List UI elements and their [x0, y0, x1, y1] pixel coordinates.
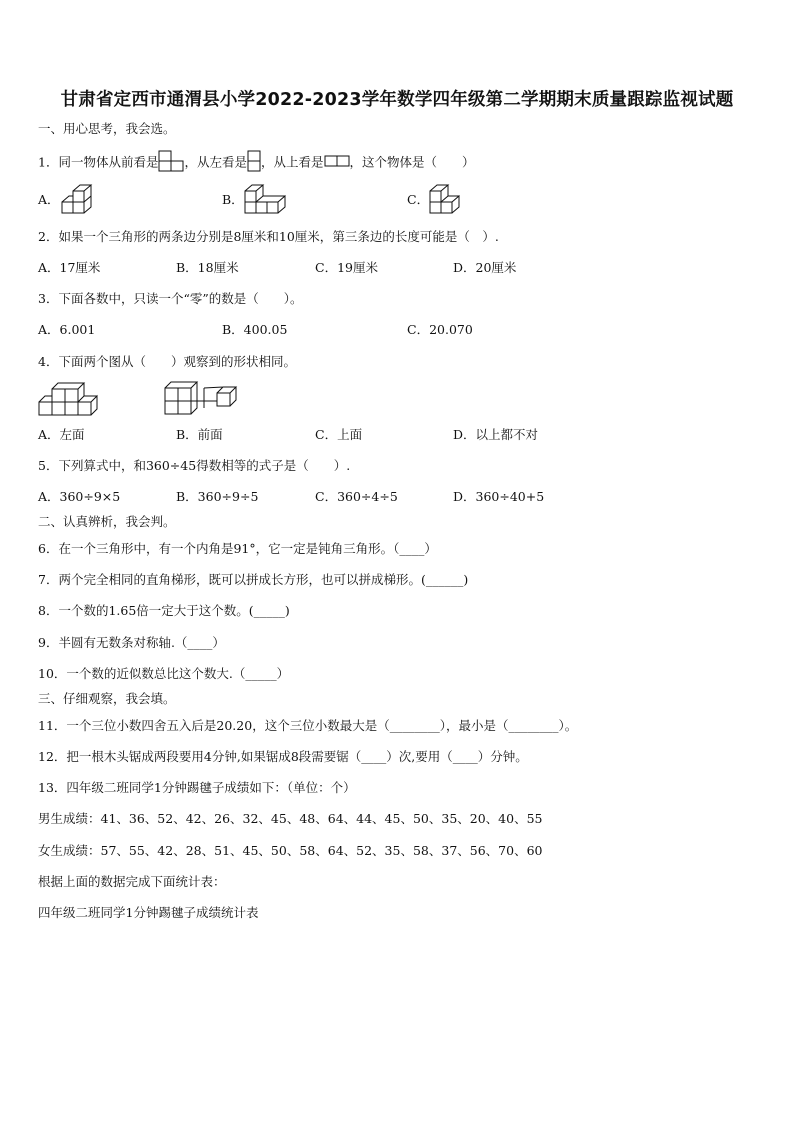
q1-option-c-label: C．: [407, 192, 430, 207]
q4-option-a[interactable]: A．左面: [38, 427, 85, 442]
question-2: 2．如果一个三角形的两条边分别是8厘米和10厘米，第三条边的长度可能是（ ）.: [38, 229, 499, 244]
question-6: 6．在一个三角形中，有一个内角是91°，它一定是钝角三角形。（____）: [38, 541, 437, 556]
q4-option-d[interactable]: D．以上都不对: [453, 427, 539, 442]
front-view-figure: [158, 150, 184, 176]
q1-option-b-figure[interactable]: [243, 183, 291, 217]
q5-option-d[interactable]: D．360÷40+5: [453, 489, 545, 504]
q3-option-b[interactable]: B．400.05: [222, 322, 288, 337]
girls-scores: 女生成绩：57、55、42、28、51、45、50、58、64、52、35、58、37、56、70、60: [38, 843, 543, 858]
q4-option-c[interactable]: C．上面: [315, 427, 363, 442]
section-3-heading: 三、仔细观察，我会填。: [38, 691, 176, 706]
question-12: 12．把一根木头锯成两段要用4分钟,如果锯成8段需要锯（____）次,要用（____）分钟。: [38, 749, 528, 764]
q5-option-c[interactable]: C．360÷4÷5: [315, 489, 398, 504]
table-title: 四年级二班同学1分钟踢毽子成绩统计表: [38, 905, 259, 920]
question-1-part-a: 1．同一物体从前看是: [38, 154, 159, 170]
q4-option-b[interactable]: B．前面: [176, 427, 223, 442]
question-4: 4．下面两个图从（ ）观察到的形状相同。: [38, 354, 296, 369]
q2-option-c[interactable]: C．19厘米: [315, 260, 378, 275]
question-10: 10．一个数的近似数总比这个数大.（_____）: [38, 666, 290, 681]
q1-option-a-label: A．: [38, 192, 60, 207]
q4-figure-left: [37, 380, 107, 418]
question-7: 7．两个完全相同的直角梯形，既可以拼成长方形，也可以拼成梯形。(______): [38, 572, 469, 587]
left-view-figure: [247, 150, 261, 176]
question-1-part-b: ，从左看是: [184, 154, 247, 170]
question-1-part-c: ，从上看是: [260, 154, 324, 170]
section-1-heading: 一、用心思考，我会选。: [38, 121, 176, 136]
q1-option-a-figure[interactable]: [60, 183, 100, 217]
q5-option-b[interactable]: B．360÷9÷5: [176, 489, 259, 504]
q4-figure-right: [163, 380, 243, 418]
question-9: 9．半圆有无数条对称轴.（____）: [38, 635, 225, 650]
q3-option-c[interactable]: C．20.070: [407, 322, 473, 337]
question-5: 5．下列算式中，和360÷45得数相等的式子是（ ）.: [38, 458, 351, 473]
table-instruction: 根据上面的数据完成下面统计表：: [38, 874, 226, 889]
q2-option-a[interactable]: A．17厘米: [38, 260, 101, 275]
question-11: 11．一个三位小数四舍五入后是20.20，这个三位小数最大是（________），最小是（________）。: [38, 718, 578, 733]
question-1: [38, 150, 475, 176]
question-1-part-d: ，这个物体是（ ）: [349, 154, 475, 170]
q1-option-b-label: B．: [222, 192, 244, 207]
boys-scores: 男生成绩：41、36、52、42、26、32、45、48、64、44、45、50、35、20、40、55: [38, 811, 543, 826]
q2-option-d[interactable]: D．20厘米: [453, 260, 517, 275]
question-3: 3．下面各数中，只读一个“零”的数是（ ）。: [38, 291, 303, 306]
q3-option-a[interactable]: A．6.001: [38, 322, 96, 337]
question-8: 8．一个数的1.65倍一定大于这个数。(_____): [38, 603, 290, 618]
q2-option-b[interactable]: B．18厘米: [176, 260, 239, 275]
top-view-figure: [324, 155, 350, 171]
q1-option-c-figure[interactable]: [428, 183, 468, 217]
section-2-heading: 二、认真辨析，我会判。: [38, 514, 176, 529]
page-title: 甘肃省定西市通渭县小学2022-2023学年数学四年级第二学期期末质量跟踪监视试题: [60, 90, 734, 110]
q5-option-a[interactable]: A．360÷9×5: [38, 489, 121, 504]
question-13: 13．四年级二班同学1分钟踢毽子成绩如下：（单位：个）: [38, 780, 356, 795]
